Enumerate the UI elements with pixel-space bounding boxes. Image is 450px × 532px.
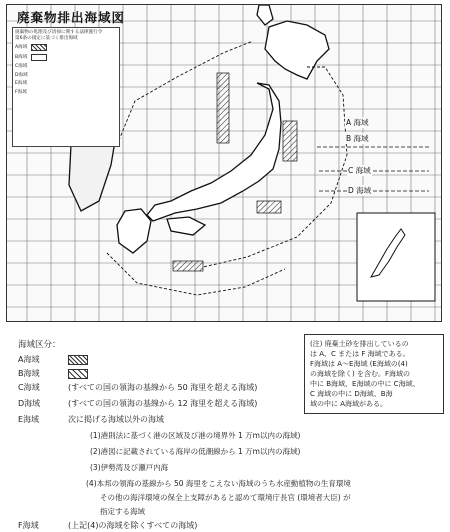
- shikoku: [167, 217, 205, 235]
- legend-row-e: [18, 414, 164, 425]
- inset-item-d: D海域: [15, 72, 28, 78]
- hokkaido: [265, 21, 329, 79]
- inset-legend-line: 第6条の規定に基づく排出海域: [15, 35, 78, 41]
- map-title: 廃棄物排出海域図: [17, 10, 126, 25]
- legend-code: B海域: [18, 369, 40, 378]
- legend-code: F海域: [18, 521, 39, 530]
- legend-desc: (上記(4)の海域を除くすべての海域): [68, 521, 198, 530]
- e-item-3: (3)伊勢湾及び瀬戸内海: [90, 463, 169, 472]
- legend-swatch-b: [68, 369, 88, 379]
- inset-item-b: B海域: [15, 54, 28, 60]
- sea-label-b: B 海域: [346, 134, 369, 143]
- sea-label-c: C 海域: [348, 166, 371, 175]
- e-item-2: (2)港図に記載されている海岸の低潮線から 1 万m以内の海域): [90, 447, 301, 456]
- inset-item-a: A海域: [15, 44, 28, 50]
- legend-desc: (すべての国の領海の基線から 50 海里を超える海域): [68, 383, 258, 392]
- legend-code: A海域: [18, 355, 40, 364]
- legend-heading: 海域区分：: [18, 340, 61, 350]
- note-line: F海域は A〜E海域 (E海域の(4): [310, 360, 408, 368]
- legend-row-a: [18, 354, 88, 365]
- sea-label-arrows: [317, 147, 429, 191]
- kyushu: [117, 209, 151, 253]
- legend-swatch-a: [68, 355, 88, 365]
- legend-row-b: [18, 368, 88, 379]
- waste-discharge-sea-area-map: [6, 4, 442, 322]
- note-line: 中に B海域、E海域の中に C海域、: [310, 380, 420, 388]
- legend-code: E海域: [18, 415, 40, 424]
- note-line: (注) 廃棄土砂を排出しているの: [310, 340, 409, 348]
- inset-legend-line: 廃棄物の処理及び清掃に関する法律施行令: [15, 30, 103, 35]
- note-line: の海域を除く) を含む。F海域の: [310, 370, 410, 378]
- legend-desc: 次に掲げる海域以外の海域: [68, 415, 164, 424]
- inset-item-c: C海域: [15, 64, 28, 69]
- ryukyu-inset: [357, 213, 435, 301]
- note-line: C 海域の中に D海域、B海: [310, 390, 393, 398]
- sea-label-d: D 海域: [348, 186, 372, 195]
- honshu: [147, 83, 281, 221]
- e-item-4: (4)本邦の領海の基線から 50 海里をこえない海域のうち水産動植物の生育環境: [86, 479, 351, 488]
- e-item-4-cont: その他の海洋環境の保全上支障があると認めて環境庁長官 (環境者大臣) が: [100, 493, 351, 502]
- e-item-4-cont2: 指定する海域: [100, 507, 145, 516]
- legend-code: C海域: [18, 383, 40, 392]
- note-box: [304, 334, 444, 414]
- e-item-1: (1)港則法に基づく港の区域及び港の境界外 1 万m以内の海域): [90, 431, 301, 440]
- map-legend-inset: [12, 27, 120, 147]
- legend-row-f: [18, 520, 197, 531]
- b-swatch: [31, 54, 47, 61]
- sea-label-a: A 海域: [346, 118, 369, 127]
- inset-item-e: E海域: [15, 81, 28, 86]
- sakhalin: [257, 5, 273, 25]
- legend-row-c: [18, 382, 257, 393]
- legend-desc: (すべての国の領海の基線から 12 海里を超える海域): [68, 399, 258, 408]
- note-line: 域の中に A海域がある。: [310, 400, 388, 408]
- note-line: は A、C または F 海域である。: [310, 350, 410, 358]
- a-swatch: [31, 44, 47, 51]
- legend-code: D海域: [18, 399, 41, 408]
- legend-row-d: [18, 398, 257, 409]
- inset-item-f: F海域: [15, 89, 27, 95]
